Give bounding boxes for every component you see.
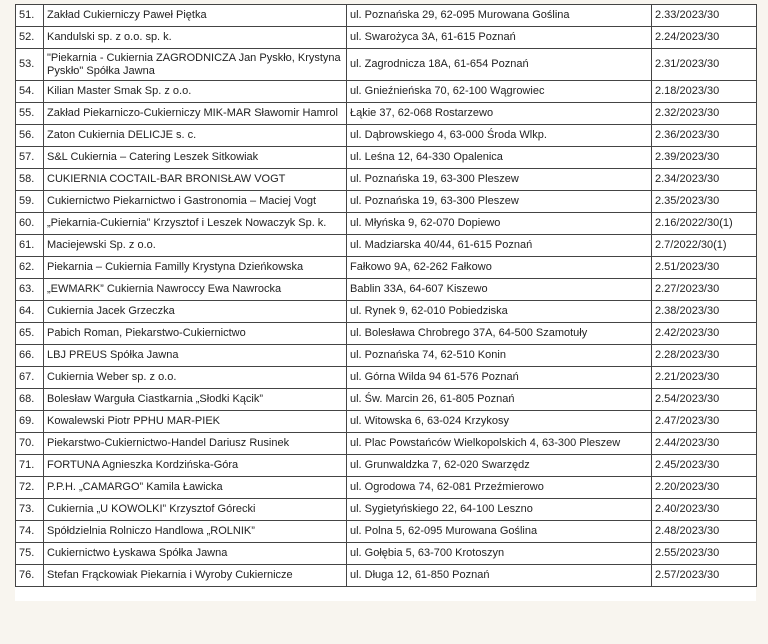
table-row — [16, 213, 757, 235]
row-number-cell: 63. — [16, 279, 44, 301]
address-cell: ul. Gnieźnieńska 70, 62-100 Wągrowiec — [347, 81, 652, 103]
registration-number-cell: 2.7/2022/30(1) — [652, 235, 757, 257]
address-cell: ul. Gołębia 5, 63-700 Krotoszyn — [347, 543, 652, 565]
table-row — [16, 279, 757, 301]
registration-number-cell: 2.34/2023/30 — [652, 169, 757, 191]
registration-number-cell: 2.24/2023/30 — [652, 27, 757, 49]
address-cell: Fałkowo 9A, 62-262 Fałkowo — [347, 257, 652, 279]
address-cell: ul. Dąbrowskiego 4, 63-000 Środa Wlkp. — [347, 125, 652, 147]
company-name-cell: "Piekarnia - Cukiernia ZAGRODNICZA Jan Pyskło, Krystyna Pyskło" Spółka Jawna — [44, 49, 347, 81]
address-cell: ul. Poznańska 29, 62-095 Murowana Goślina — [347, 5, 652, 27]
address-cell: ul. Poznańska 19, 63-300 Pleszew — [347, 191, 652, 213]
address-cell: ul. Górna Wilda 94 61-576 Poznań — [347, 367, 652, 389]
row-number-cell: 73. — [16, 499, 44, 521]
company-name-cell: CUKIERNIA COCTAIL-BAR BRONISŁAW VOGT — [44, 169, 347, 191]
registration-number-cell: 2.51/2023/30 — [652, 257, 757, 279]
registration-number-cell: 2.27/2023/30 — [652, 279, 757, 301]
company-name-cell: Cukiernictwo Łyskawa Spółka Jawna — [44, 543, 347, 565]
company-name-cell: Zakład Piekarniczo-Cukierniczy MIK-MAR Sławomir Hamrol — [44, 103, 347, 125]
registration-number-cell: 2.38/2023/30 — [652, 301, 757, 323]
row-number-cell: 65. — [16, 323, 44, 345]
table-row — [16, 27, 757, 49]
table-row — [16, 5, 757, 27]
row-number-cell: 59. — [16, 191, 44, 213]
company-name-cell: Cukiernia Weber sp. z o.o. — [44, 367, 347, 389]
row-number-cell: 71. — [16, 455, 44, 477]
table-row — [16, 345, 757, 367]
company-name-cell: Pabich Roman, Piekarstwo-Cukiernictwo — [44, 323, 347, 345]
table-row — [16, 477, 757, 499]
address-cell: ul. Polna 5, 62-095 Murowana Goślina — [347, 521, 652, 543]
company-name-cell: Bolesław Warguła Ciastkarnia „Słodki Kącik” — [44, 389, 347, 411]
table-row — [16, 147, 757, 169]
address-cell: Łąkie 37, 62-068 Rostarzewo — [347, 103, 652, 125]
table-row — [16, 521, 757, 543]
row-number-cell: 74. — [16, 521, 44, 543]
address-cell: ul. Ogrodowa 74, 62-081 Przeźmierowo — [347, 477, 652, 499]
row-number-cell: 60. — [16, 213, 44, 235]
company-name-cell: Cukiernia „U KOWOLKI” Krzysztof Górecki — [44, 499, 347, 521]
company-name-cell: S&L Cukiernia – Catering Leszek Sitkowiak — [44, 147, 347, 169]
table-row — [16, 103, 757, 125]
company-name-cell: Cukiernictwo Piekarnictwo i Gastronomia – Maciej Vogt — [44, 191, 347, 213]
registration-number-cell: 2.33/2023/30 — [652, 5, 757, 27]
company-name-cell: Kandulski sp. z o.o. sp. k. — [44, 27, 347, 49]
row-number-cell: 69. — [16, 411, 44, 433]
registration-number-cell: 2.32/2023/30 — [652, 103, 757, 125]
row-number-cell: 64. — [16, 301, 44, 323]
company-name-cell: Piekarnia – Cukiernia Familly Krystyna Dzieńkowska — [44, 257, 347, 279]
address-cell: ul. Witowska 6, 63-024 Krzykosy — [347, 411, 652, 433]
row-number-cell: 72. — [16, 477, 44, 499]
row-number-cell: 54. — [16, 81, 44, 103]
company-name-cell: P.P.H. „CAMARGO” Kamila Ławicka — [44, 477, 347, 499]
company-name-cell: Kilian Master Smak Sp. z o.o. — [44, 81, 347, 103]
address-cell: ul. Rynek 9, 62-010 Pobiedziska — [347, 301, 652, 323]
table-row — [16, 169, 757, 191]
company-name-cell: „Piekarnia-Cukiernia” Krzysztof i Leszek Nowaczyk Sp. k. — [44, 213, 347, 235]
address-cell: ul. Grunwaldzka 7, 62-020 Swarzędz — [347, 455, 652, 477]
table-row — [16, 81, 757, 103]
address-cell: ul. Plac Powstańców Wielkopolskich 4, 63-300 Pleszew — [347, 433, 652, 455]
table-row — [16, 499, 757, 521]
table-row — [16, 191, 757, 213]
address-cell: ul. Bolesława Chrobrego 37A, 64-500 Szamotuły — [347, 323, 652, 345]
company-name-cell: „EWMARK” Cukiernia Nawroccy Ewa Nawrocka — [44, 279, 347, 301]
table-row — [16, 235, 757, 257]
registration-number-cell: 2.31/2023/30 — [652, 49, 757, 81]
registration-number-cell: 2.35/2023/30 — [652, 191, 757, 213]
row-number-cell: 57. — [16, 147, 44, 169]
company-name-cell: Kowalewski Piotr PPHU MAR-PIEK — [44, 411, 347, 433]
registration-number-cell: 2.45/2023/30 — [652, 455, 757, 477]
company-name-cell: FORTUNA Agnieszka Kordzińska-Góra — [44, 455, 347, 477]
company-name-cell: Cukiernia Jacek Grzeczka — [44, 301, 347, 323]
registration-number-cell: 2.20/2023/30 — [652, 477, 757, 499]
row-number-cell: 66. — [16, 345, 44, 367]
registration-number-cell: 2.42/2023/30 — [652, 323, 757, 345]
address-cell: ul. Leśna 12, 64-330 Opalenica — [347, 147, 652, 169]
address-cell: ul. Długa 12, 61-850 Poznań — [347, 565, 652, 587]
company-name-cell: LBJ PREUS Spółka Jawna — [44, 345, 347, 367]
address-cell: ul. Madziarska 40/44, 61-615 Poznań — [347, 235, 652, 257]
table-row — [16, 367, 757, 389]
address-cell: ul. Św. Marcin 26, 61-805 Poznań — [347, 389, 652, 411]
registration-number-cell: 2.21/2023/30 — [652, 367, 757, 389]
registration-number-cell: 2.47/2023/30 — [652, 411, 757, 433]
table-row — [16, 323, 757, 345]
table-row — [16, 257, 757, 279]
row-number-cell: 70. — [16, 433, 44, 455]
address-cell: ul. Swarożyca 3A, 61-615 Poznań — [347, 27, 652, 49]
company-name-cell: Stefan Frąckowiak Piekarnia i Wyroby Cukiernicze — [44, 565, 347, 587]
table-row — [16, 49, 757, 81]
row-number-cell: 76. — [16, 565, 44, 587]
table-row — [16, 301, 757, 323]
table-row — [16, 433, 757, 455]
address-cell: ul. Zagrodnicza 18A, 61-654 Poznań — [347, 49, 652, 81]
registration-number-cell: 2.48/2023/30 — [652, 521, 757, 543]
table-row — [16, 411, 757, 433]
registration-number-cell: 2.28/2023/30 — [652, 345, 757, 367]
row-number-cell: 68. — [16, 389, 44, 411]
registration-number-cell: 2.39/2023/30 — [652, 147, 757, 169]
registration-number-cell: 2.57/2023/30 — [652, 565, 757, 587]
registration-number-cell: 2.40/2023/30 — [652, 499, 757, 521]
address-cell: ul. Młyńska 9, 62-070 Dopiewo — [347, 213, 652, 235]
table-row — [16, 543, 757, 565]
row-number-cell: 67. — [16, 367, 44, 389]
company-name-cell: Zaton Cukiernia DELICJE s. c. — [44, 125, 347, 147]
company-name-cell: Zakład Cukierniczy Paweł Piętka — [44, 5, 347, 27]
registration-number-cell: 2.55/2023/30 — [652, 543, 757, 565]
company-name-cell: Maciejewski Sp. z o.o. — [44, 235, 347, 257]
address-cell: ul. Sygietyńskiego 22, 64-100 Leszno — [347, 499, 652, 521]
address-cell: ul. Poznańska 19, 63-300 Pleszew — [347, 169, 652, 191]
registration-number-cell: 2.36/2023/30 — [652, 125, 757, 147]
bakery-register-table — [15, 4, 757, 587]
table-body — [16, 5, 757, 587]
company-name-cell: Piekarstwo-Cukiernictwo-Handel Dariusz Rusinek — [44, 433, 347, 455]
row-number-cell: 58. — [16, 169, 44, 191]
row-number-cell: 52. — [16, 27, 44, 49]
table-row — [16, 125, 757, 147]
row-number-cell: 62. — [16, 257, 44, 279]
table-row — [16, 565, 757, 587]
row-number-cell: 75. — [16, 543, 44, 565]
address-cell: Bablin 33A, 64-607 Kiszewo — [347, 279, 652, 301]
registration-number-cell: 2.18/2023/30 — [652, 81, 757, 103]
table-row — [16, 389, 757, 411]
row-number-cell: 53. — [16, 49, 44, 81]
registration-number-cell: 2.44/2023/30 — [652, 433, 757, 455]
registration-number-cell: 2.16/2022/30(1) — [652, 213, 757, 235]
company-name-cell: Spółdzielnia Rolniczo Handlowa „ROLNIK” — [44, 521, 347, 543]
row-number-cell: 51. — [16, 5, 44, 27]
address-cell: ul. Poznańska 74, 62-510 Konin — [347, 345, 652, 367]
row-number-cell: 56. — [16, 125, 44, 147]
registration-number-cell: 2.54/2023/30 — [652, 389, 757, 411]
row-number-cell: 55. — [16, 103, 44, 125]
table-row — [16, 455, 757, 477]
row-number-cell: 61. — [16, 235, 44, 257]
register-page — [15, 4, 756, 601]
